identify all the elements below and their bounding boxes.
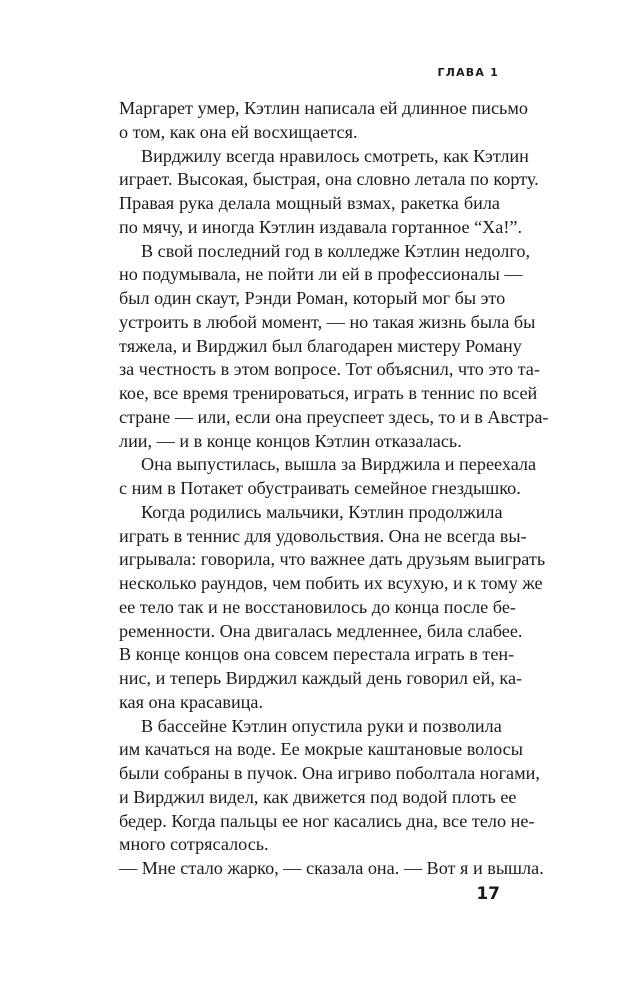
text-line: нис, и теперь Вирджил каждый день говорил ей, ка- (119, 668, 523, 688)
text-line: Когда родились мальчики, Кэтлин продолжила (141, 501, 503, 522)
text-line: по мячу, и иногда Кэтлин издавала гортанное “Ха!”. (119, 216, 523, 237)
text-line: В бассейне Кэтлин опустила руки и позволила (141, 715, 502, 736)
text-line: играть в теннис для удовольствия. Она не всегда вы- (119, 525, 527, 546)
paragraph (119, 97, 528, 145)
text-line: но подумывала, не пойти ли ей в профессионалы — (119, 264, 523, 285)
paragraph (119, 857, 544, 881)
text-line: несколько раундов, чем побить их всухую, и к тому же (119, 573, 543, 593)
running-head: ГЛАВА 1 (437, 66, 499, 79)
text-line: был один скаут, Рэнди Роман, который мог бы это (119, 288, 506, 308)
paragraph (119, 501, 546, 715)
text-line: много сотрясалось. (119, 834, 269, 855)
text-line: стране — или, если она преуспеет здесь, то и в Австра- (119, 406, 549, 427)
paragraph (119, 715, 540, 858)
text-line: кое, все время тренироваться, играть в теннис по всей (119, 383, 538, 403)
paragraph (119, 453, 537, 501)
text-line: с ним в Потакет обустраивать семейное гнездышко. (119, 478, 521, 498)
paragraph (119, 240, 549, 454)
text-line: игрывала: говорила, что важнее дать друзьям выиграть (119, 549, 546, 570)
text-line: и Вирджил видел, как движется под водой плоть ее (119, 786, 517, 807)
text-line: ее тело так и не восстановилось до конца после бе- (119, 596, 516, 617)
page-number: 17 (476, 884, 500, 904)
text-line: В свой последний год в колледже Кэтлин недолго, (141, 240, 530, 261)
text-line: ременности. Она двигалась медленнее, била слабее. (119, 620, 523, 641)
text-line: бедер. Когда пальцы ее ног касались дна, все тело не- (119, 810, 535, 831)
text-line: Вирджилу всегда нравилось смотреть, как Кэтлин (141, 145, 529, 166)
text-line: за честность в этом вопросе. Тот объяснил, что это та- (119, 359, 540, 380)
body-text (119, 97, 549, 881)
paragraph (119, 145, 539, 240)
text-line: о том, как она ей восхищается. (119, 121, 358, 142)
text-line: Правая рука делала мощный взмах, ракетка била (119, 193, 500, 213)
text-line: тяжела, и Вирджил был благодарен мистеру Роману (119, 335, 522, 356)
text-line: Она выпустилась, вышла за Вирджила и переехала (141, 454, 537, 475)
text-line: им качаться на воде. Ее мокрые каштановые волосы (119, 739, 523, 760)
text-line: были собраны в пучок. Она игриво поболтала ногами, (119, 763, 540, 783)
text-line: играет. Высокая, быстрая, она словно летала по корту. (119, 169, 539, 190)
text-line: — Мне стало жарко, — сказала она. — Вот я и вышла. (119, 858, 544, 878)
text-line: Маргарет умер, Кэтлин написала ей длинное письмо (119, 98, 528, 118)
text-line: устроить в любой момент, — но такая жизнь была бы (119, 311, 536, 332)
text-line: В конце концов она совсем перестала играть в тен- (119, 644, 515, 665)
text-line: кая она красавица. (119, 691, 264, 712)
text-line: лии, — и в конце концов Кэтлин отказалась. (119, 430, 462, 451)
